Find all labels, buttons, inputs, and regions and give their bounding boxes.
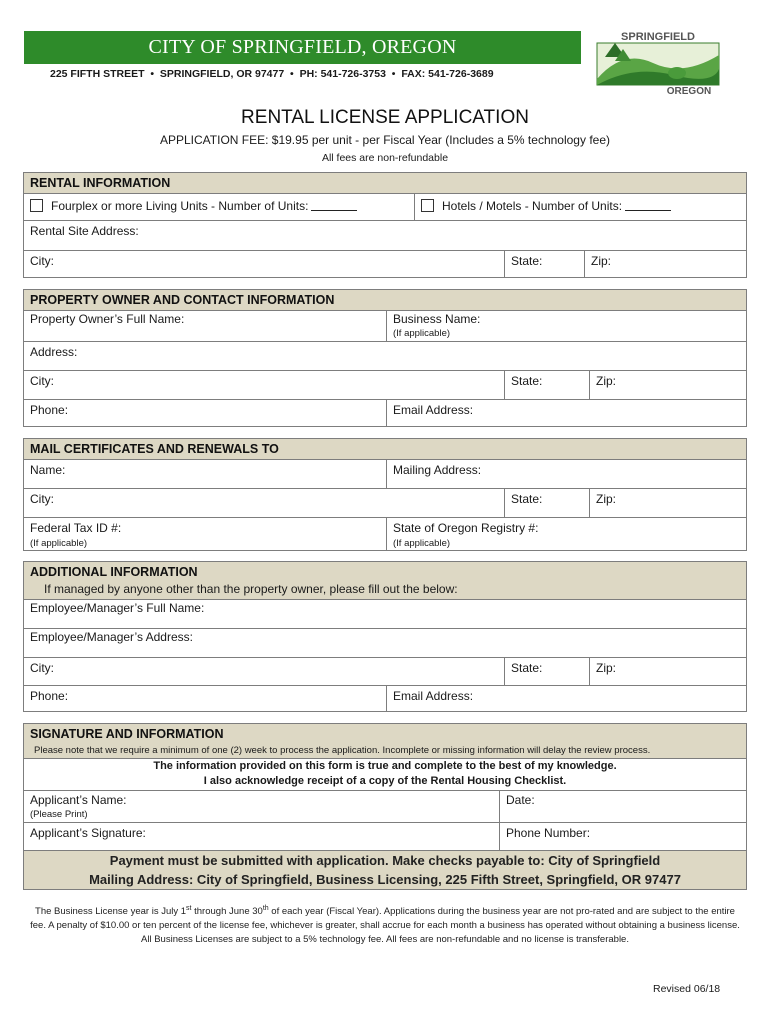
manager-email-field[interactable] <box>386 685 746 712</box>
manager-city-row <box>24 657 746 686</box>
field-sublabel: (If applicable) <box>393 328 451 339</box>
field-label: State: <box>511 492 543 506</box>
acknowledgement-block <box>24 758 746 791</box>
section-header <box>24 562 746 600</box>
field-label: Address: <box>30 345 78 359</box>
city-phone: PH: 541-726-3753 <box>299 68 386 80</box>
manager-zip-field[interactable] <box>589 657 746 685</box>
section-title: RENTAL INFORMATION <box>30 176 171 190</box>
fourplex-checkbox[interactable] <box>30 199 43 212</box>
mail-tax-row <box>24 517 746 551</box>
mail-name-row <box>24 459 746 489</box>
mail-city-field[interactable] <box>24 488 504 517</box>
field-label: City: <box>30 661 54 675</box>
hotels-units-blank[interactable] <box>625 200 671 211</box>
section-title: SIGNATURE AND INFORMATION <box>30 727 224 741</box>
unit-type-row <box>24 193 746 221</box>
owner-contact-row <box>24 399 746 427</box>
oregon-registry-field[interactable] <box>386 517 746 551</box>
owner-city-field[interactable] <box>24 370 504 399</box>
field-label: Phone: <box>30 689 69 703</box>
bullet-separator: • <box>290 68 294 80</box>
federal-tax-id-field[interactable] <box>24 517 386 551</box>
manager-city-field[interactable] <box>24 657 504 685</box>
manager-phone-field[interactable] <box>24 685 386 712</box>
owner-city-row <box>24 370 746 400</box>
fourplex-units-blank[interactable] <box>311 200 357 211</box>
field-label: State: <box>511 254 543 268</box>
field-label: Applicant’s Name: <box>30 793 127 807</box>
section-title: PROPERTY OWNER AND CONTACT INFORMATION <box>30 293 335 307</box>
field-label: Phone Number: <box>506 826 591 840</box>
rental-information-section <box>23 172 747 278</box>
manager-full-name-field[interactable] <box>24 599 746 629</box>
hotels-option[interactable] <box>414 193 746 220</box>
mail-mailing-address-field[interactable] <box>386 459 746 488</box>
mail-zip-field[interactable] <box>589 488 746 517</box>
field-label: State of Oregon Registry #: <box>393 521 539 535</box>
hotels-label: Hotels / Motels - Number of Units: <box>442 199 623 213</box>
bullet-separator: • <box>150 68 155 80</box>
applicant-signature-field[interactable] <box>24 822 499 851</box>
logo-text-oregon: OREGON <box>666 86 712 97</box>
field-label: Employee/Manager’s Address: <box>30 630 193 644</box>
rental-zip-field[interactable] <box>584 250 746 278</box>
city-fax: FAX: 541-726-3689 <box>401 68 494 80</box>
field-label: Business Name: <box>393 312 481 326</box>
mail-certificates-section <box>23 438 747 551</box>
section-title: MAIL CERTIFICATES AND RENEWALS TO <box>30 442 279 456</box>
city-state-zip: SPRINGFIELD, OR 97477 <box>159 68 285 80</box>
field-sublabel: (If applicable) <box>30 538 88 549</box>
section-title: ADDITIONAL INFORMATION <box>30 565 198 579</box>
owner-business-name-field[interactable] <box>386 310 746 341</box>
springfield-logo <box>593 29 723 97</box>
field-label: Date: <box>506 793 535 807</box>
fees-note: All fees are non-refundable <box>321 152 449 164</box>
field-label: City: <box>30 492 54 506</box>
footer-sup-th: th <box>262 905 269 912</box>
property-owner-section <box>23 289 747 427</box>
field-label: Employee/Manager’s Full Name: <box>30 601 205 615</box>
field-label: City: <box>30 374 54 388</box>
payment-line-1: Payment must be submitted with application. Make checks payable to: City of Springfield <box>109 853 661 868</box>
field-label: Zip: <box>596 492 617 506</box>
field-sublabel: (If applicable) <box>393 538 451 549</box>
city-banner-title: CITY OF SPRINGFIELD, OREGON <box>148 36 457 58</box>
form-title: RENTAL LICENSE APPLICATION <box>241 107 529 128</box>
field-label: Mailing Address: <box>393 463 482 477</box>
city-banner <box>24 31 581 64</box>
city-street: 225 FIFTH STREET <box>50 68 145 80</box>
field-label: City: <box>30 254 54 268</box>
applicant-name-field[interactable] <box>24 790 499 822</box>
footer-text-b: through June 30 <box>191 906 263 918</box>
acknowledgement-line-2: I also acknowledge receipt of a copy of the Rental Housing Checklist. <box>203 775 567 787</box>
applicant-signature-row <box>24 822 746 851</box>
field-label: Zip: <box>591 254 612 268</box>
logo-text-springfield: SPRINGFIELD <box>621 31 695 43</box>
field-label: Email Address: <box>393 689 474 703</box>
owner-zip-field[interactable] <box>589 370 746 399</box>
bullet-separator: • <box>391 68 396 80</box>
rental-city-row <box>24 250 746 278</box>
footer-note <box>28 902 742 947</box>
owner-email-field[interactable] <box>386 399 746 427</box>
revision-label: Revised 06/18 <box>653 983 721 995</box>
additional-information-section <box>23 561 747 712</box>
field-label: State: <box>511 661 543 675</box>
field-label: Email Address: <box>393 403 474 417</box>
processing-note: Please note that we require a minimum of one (2) week to process the application. Incomplete or missing information will delay the review process. <box>34 745 651 756</box>
field-label: Phone: <box>30 403 69 417</box>
section-header <box>24 724 746 759</box>
owner-address-field[interactable] <box>24 341 746 371</box>
footer-text-c: of each year (Fiscal Year). Applications during the business year are not pro-rated and are subject to the entire fee. A penalty of $10.00 or ten percent of the license fee, whichever is greater, shall accrue for each month a business has operated without obtaining a business license. All Business Licenses are subject to a 5% technology fee. All fees are non-refundable and no license is transferable. <box>30 906 740 946</box>
signature-section <box>23 723 747 851</box>
acknowledgement-line-1: The information provided on this form is true and complete to the best of my knowledge. <box>153 760 617 772</box>
field-label: Zip: <box>596 374 617 388</box>
city-address-line <box>50 68 494 80</box>
field-sublabel: (Please Print) <box>30 809 88 820</box>
field-label: Property Owner’s Full Name: <box>30 312 185 326</box>
field-label: State: <box>511 374 543 388</box>
applicant-name-row <box>24 790 746 823</box>
fourplex-option[interactable] <box>24 193 414 220</box>
footer-sup-st: st <box>186 905 192 912</box>
field-label: Name: <box>30 463 66 477</box>
field-label: Federal Tax ID #: <box>30 521 122 535</box>
application-fee-line: APPLICATION FEE: $19.95 per unit - per Fiscal Year (Includes a 5% technology fee) <box>159 133 610 147</box>
payment-instructions <box>23 850 747 890</box>
mail-state-field[interactable] <box>504 488 589 517</box>
rental-city-field[interactable] <box>24 250 504 278</box>
section-header <box>24 290 746 311</box>
mail-name-field[interactable] <box>24 459 386 488</box>
owner-name-row <box>24 310 746 342</box>
mail-city-row <box>24 488 746 518</box>
payment-line-2: Mailing Address: City of Springfield, Business Licensing, 225 Fifth Street, Springfield, OR 97477 <box>89 872 681 887</box>
section-header <box>24 439 746 460</box>
footer-text-a: The Business License year is July 1 <box>35 906 187 918</box>
owner-phone-field[interactable] <box>24 399 386 427</box>
manager-contact-row <box>24 685 746 712</box>
rental-state-field[interactable] <box>504 250 584 278</box>
owner-full-name-field[interactable] <box>24 310 386 341</box>
field-label: Zip: <box>596 661 617 675</box>
manager-state-field[interactable] <box>504 657 589 685</box>
phone-number-field[interactable] <box>499 822 746 851</box>
section-note: If managed by anyone other than the property owner, please fill out the below: <box>44 582 458 596</box>
fourplex-label: Fourplex or more Living Units - Number of Units: <box>51 199 309 213</box>
hotels-checkbox[interactable] <box>421 199 434 212</box>
field-label: Rental Site Address: <box>30 224 139 238</box>
field-label: Applicant’s Signature: <box>30 826 146 840</box>
date-field[interactable] <box>499 790 746 822</box>
owner-state-field[interactable] <box>504 370 589 399</box>
manager-address-field[interactable] <box>24 628 746 658</box>
rental-site-address-field[interactable] <box>24 220 746 251</box>
section-header <box>24 173 746 194</box>
